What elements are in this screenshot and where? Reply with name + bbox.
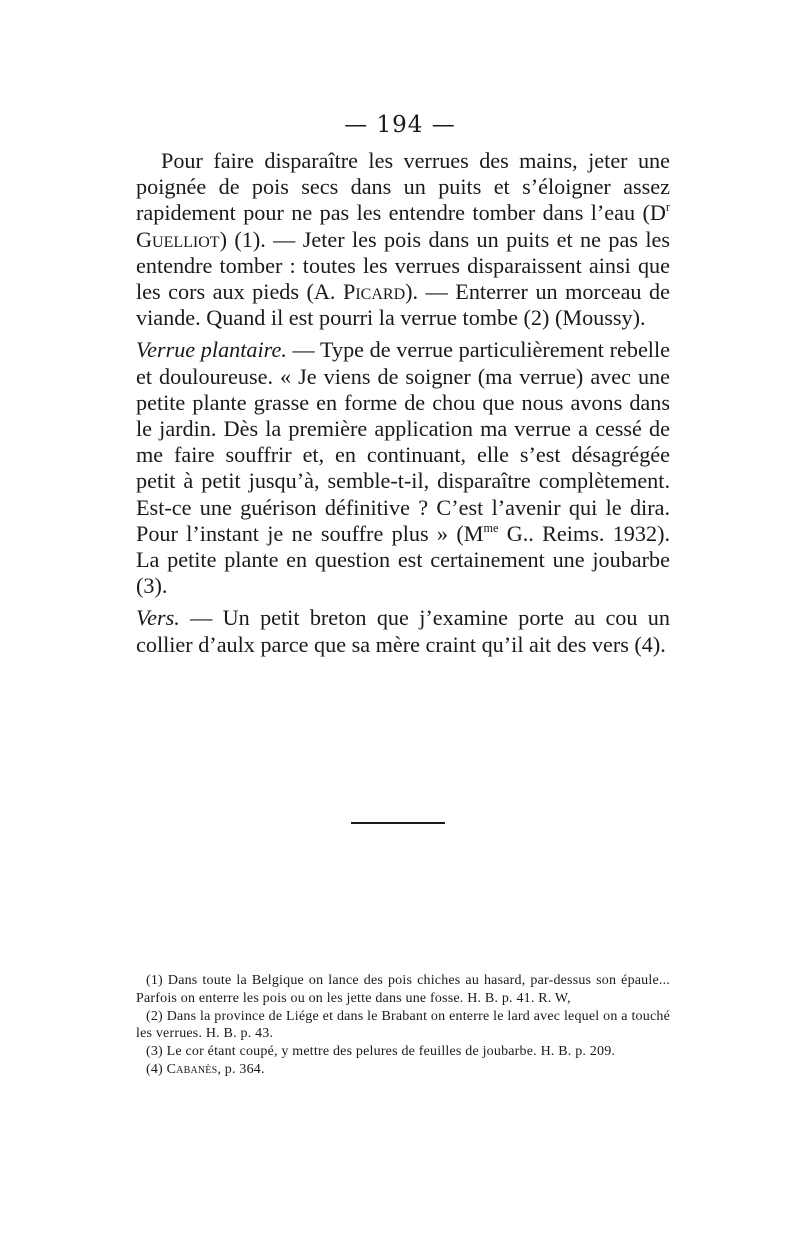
paragraph-text: ) (1). — Jeter les pois dans un puits et ne pas les entendre tomber : toutes les verrues disparaissent ainsi que les cors aux pieds (A. (136, 226, 670, 305)
footnote-4 (136, 1061, 670, 1079)
paragraph-verrue-plantaire (136, 337, 670, 599)
superscript: me (483, 520, 499, 535)
paragraph-text: ). — Enterrer un morceau de viande. Quand il est pourri la verrue tombe (2) (Moussy). (136, 279, 670, 331)
paragraph-text: Pour faire disparaître les verrues des mains, jeter une poignée de pois secs dans un puits et s’éloigner assez rapidement pour ne pas les entendre tomber dans l’eau (D (136, 148, 670, 226)
footnote-1: (1) Dans toute la Belgique on lance des pois chiches au hasard, par-dessus son épaule... Parfois on enterre les pois ou on les jette dans une fosse. H. B. p. 41. R. W, (136, 973, 670, 1006)
page-number: — 194 — (344, 112, 456, 138)
footnote-2: (2) Dans la province de Liége et dans le Brabant on enterre le lard avec lequel on a touché les verrues. H. B. p. 43. (136, 1008, 670, 1042)
footnote-suffix: , p. 364. (217, 1061, 265, 1077)
body-text (136, 148, 670, 658)
paragraph-text: — Un petit breton que j’examine porte au cou un collier d’aulx parce que sa mère craint qu’il ait des vers (4). (136, 605, 670, 657)
footnotes (136, 972, 670, 1079)
author-name: Guelliot (136, 226, 220, 252)
section-divider (351, 822, 445, 824)
superscript: r (665, 200, 670, 215)
author-name: Picard (343, 279, 406, 305)
footnote-prefix: (4) (146, 1061, 167, 1077)
section-heading: Verrue plantaire. (136, 337, 287, 363)
author-name: Cabanès (166, 1061, 218, 1077)
paragraph-text: — Type de verrue particulièrement rebelle et douloureuse. « Je viens de soigner (ma verrue) avec une petite plante grasse en forme de chou que nous avons dans le jardin. Dès la première application ma verrue a cessé de me faire souffrir et, en continuant, elle s’est désagrégée petit à petit jusqu’à, semble-t-il, disparaître complètement. Est-ce une guérison définitive ? C’est l’avenir qui le dira. Pour l’instant je ne souffre plus » (M (136, 337, 670, 546)
paragraph-vers (136, 605, 670, 657)
paragraph-text: G.. Reims. 1932). La petite plante en question est certainement une joubarbe (3). (136, 520, 671, 599)
paragraph-verrues-mains (136, 148, 670, 331)
footnote-3: (3) Le cor étant coupé, y mettre des pelures de feuilles de joubarbe. H. B. p. 209. (146, 1044, 616, 1060)
section-heading: Vers. (136, 605, 180, 631)
